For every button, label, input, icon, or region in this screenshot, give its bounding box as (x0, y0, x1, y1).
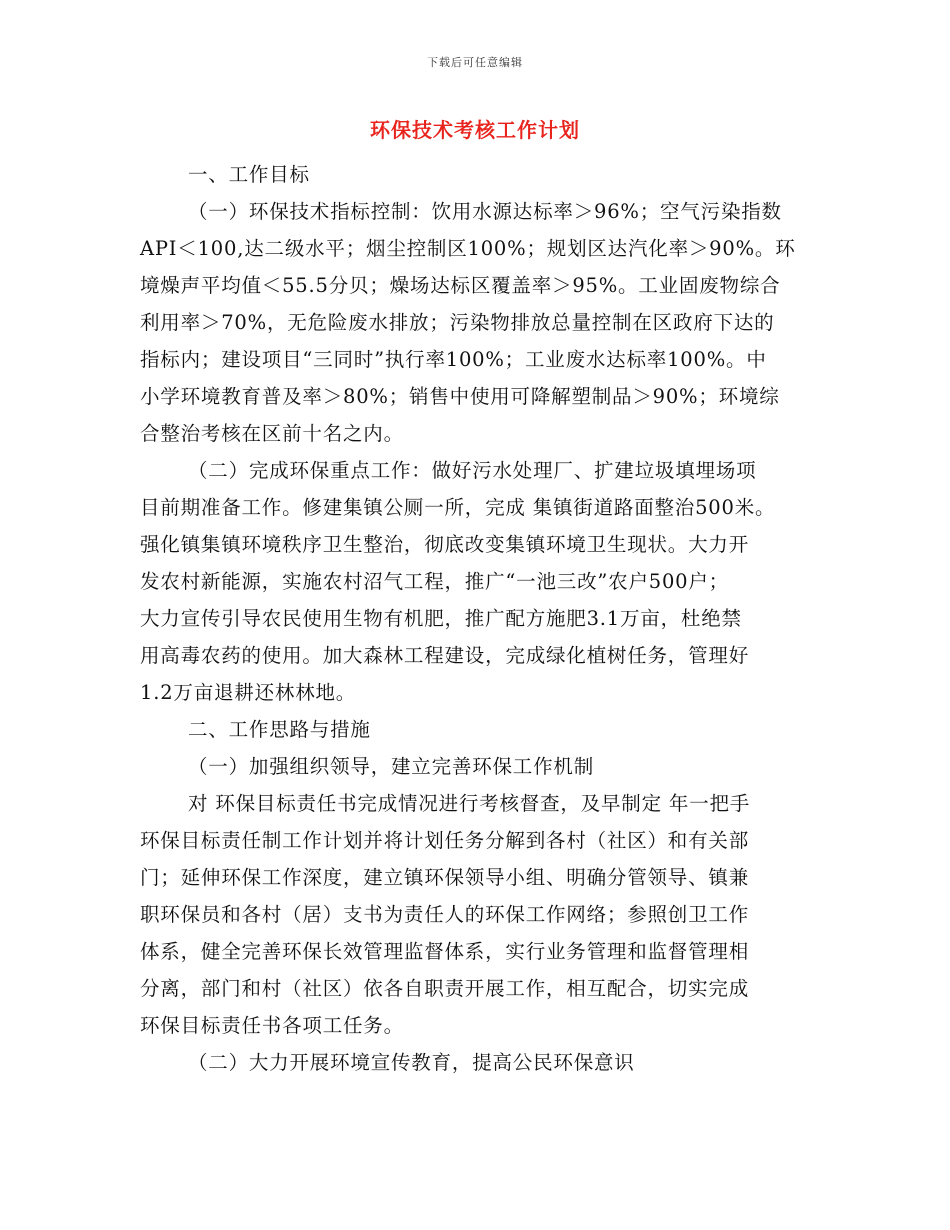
paragraph-line: 分离，部门和村（社区）依各自职责开展工作，相互配合，切实完成 (140, 977, 750, 1000)
paragraph-line: 1.2万亩退耕还林林地。 (140, 681, 357, 704)
paragraph-line: 大力宣传引导农民使用生物有机肥，推广配方施肥3.1万亩，杜绝禁 (140, 607, 742, 630)
paragraph-line: 对 环保目标责任书完成情况进行考核督查，及早制定 年一把手 (188, 792, 751, 815)
section-heading-goals: 一、工作目标 (188, 163, 310, 186)
paragraph-line: （二）完成环保重点工作：做好污水处理厂、扩建垃圾填埋场项 (188, 459, 757, 482)
paragraph-line: 小学环境教育普及率＞80%；销售中使用可降解塑制品＞90%；环境综 (140, 385, 780, 408)
section-heading-measures: 二、工作思路与措施 (188, 718, 371, 741)
subsection-heading: （二）大力开展环境宣传教育，提高公民环保意识 (188, 1051, 635, 1074)
document-title: 环保技术考核工作计划 (370, 118, 580, 142)
paragraph-line: 指标内；建设项目“三同时”执行率100%；工业废水达标率100%。中 (140, 348, 767, 371)
paragraph-line: 境燥声平均值＜55.5分贝；燥场达标区覆盖率＞95%。工业固废物综合 (140, 274, 781, 297)
paragraph-line: 利用率＞70%，无危险废水排放；污染物排放总量控制在区政府下达的 (140, 311, 775, 334)
paragraph-line: 强化镇集镇环境秩序卫生整治，彻底改变集镇环境卫生现状。大力开 (140, 533, 750, 556)
paragraph-line: 职环保员和各村（居）支书为责任人的环保工作网络；参照创卫工作 (140, 903, 750, 926)
paragraph-line: 目前期准备工作。修建集镇公厕一所，完成 集镇街道路面整治500米。 (140, 496, 776, 519)
paragraph-line: 门；延伸环保工作深度，建立镇环保领导小组、明确分管领导、镇兼 (140, 866, 750, 889)
document-body (140, 156, 812, 1081)
paragraph-line: 合整治考核在区前十名之内。 (140, 422, 404, 445)
paragraph-line: 体系，健全完善环保长效管理监督体系，实行业务管理和监督管理相 (140, 940, 750, 963)
paragraph-line: 环保目标责任制工作计划并将计划任务分解到各村（社区）和有关部 (140, 829, 750, 852)
paragraph-line: 发农村新能源，实施农村沼气工程，推广“一池三改”农户500户； (140, 570, 729, 593)
paragraph-line: 用高毒农药的使用。加大森林工程建设，完成绿化植树任务，管理好 (140, 644, 750, 667)
paragraph-line: API＜100,达二级水平；烟尘控制区100%；规划区达汽化率＞90%。环 (140, 237, 796, 260)
paragraph-line: 环保目标责任书各项工任务。 (140, 1014, 404, 1037)
paragraph-line: （一）环保技术指标控制：饮用水源达标率＞96%；空气污染指数 (188, 200, 782, 223)
subsection-heading: （一）加强组织领导，建立完善环保工作机制 (188, 755, 595, 778)
page-header-note: 下载后可任意编辑 (427, 56, 523, 69)
